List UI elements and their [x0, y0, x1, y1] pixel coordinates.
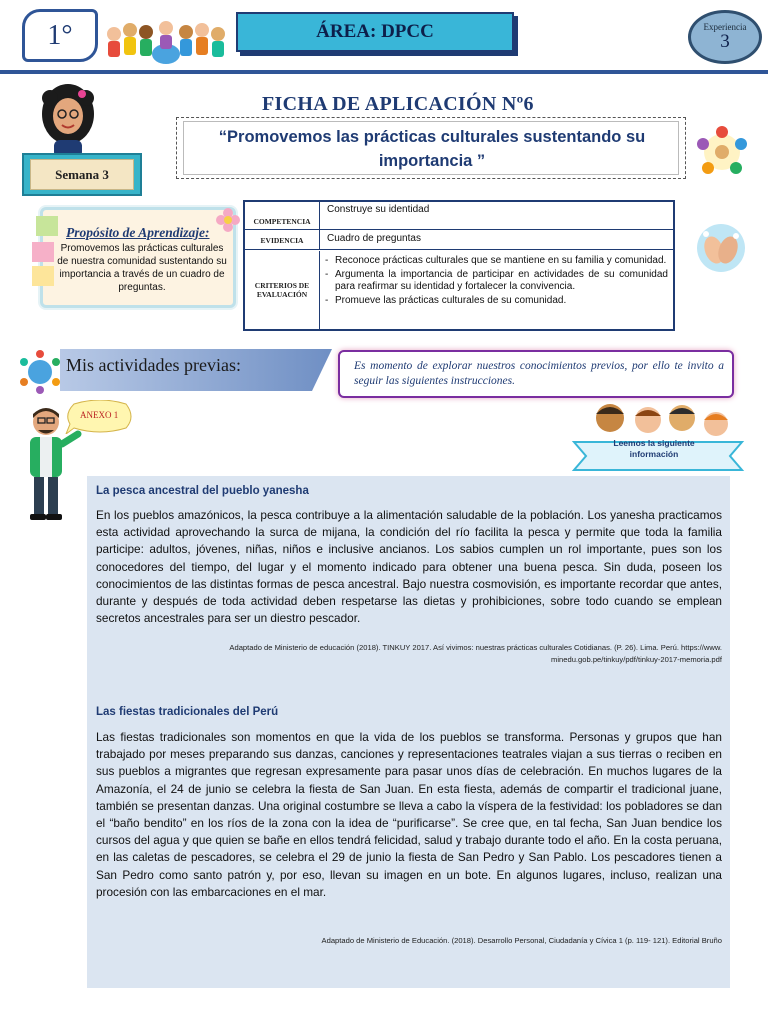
section-title: La pesca ancestral del pueblo yanesha — [96, 485, 309, 497]
area-title: ÁREA: DPCC — [316, 21, 434, 42]
table-row-evidencia — [245, 230, 673, 250]
section-citation: Adaptado de Ministerio de educación (2018). TINKUY 2017. Así vivimos: nuestras prácticas culturales Cotidianas. (P. 26). Lima. Perú. https://www. — [229, 643, 722, 652]
hands-illustration — [692, 222, 750, 274]
criteria-list — [323, 255, 668, 308]
purpose-text: Promovemos las prácticas culturales de nuestra comunidad sustentando su importancia a través de un cuadro de preguntas. — [57, 243, 227, 293]
section-paragraph: Las fiestas tradicionales son momentos en que la vida de los pueblos se transforma. Personas y grupos que han trabajado por meses preparando sus danzas, canciones y representaciones teatrales viajan a sus tierras o reciben en sus pueblos a migrantes que regresan expresamente para pasar unos días de celebración. En muchos lugares de la Amazonía, el 24 de junio se celebra la fiesta de San Juan. En esta fiesta, además de compartir el tradicional juane, también se presentan danzas. Una original costumbre se lleva a cabo la víspera de la festividad: los pobladores se dan el “baño bendito” en los ríos de la zona con la idea de “purificarse”. Se cree que, en tal fecha, San Juan bendice los cursos del agua y que quien se bañe en ellos tendrá felicidad, salud y trabajo durante todo el año. En la costa peruana, en las caletas de pescadores, se celebra el 29 de junio la fiesta de San Pedro y San Pablo. Los pescadores tienen a San Pedro como santo patrón y, por eso, llevan su imagen en un bote. En algunos lugares, incluso, realizan una procesión con las embarcaciones en el mar. — [96, 730, 722, 899]
annex-label: ANEXO 1 — [80, 410, 119, 420]
section-citation-url: minedu.gob.pe/tinkuy/pdf/tinkuy-2017-memoria.pdf — [551, 655, 722, 664]
competency-table — [243, 200, 675, 331]
table-row-competencia — [245, 202, 673, 230]
evidencia-value: Cuadro de preguntas — [327, 233, 421, 244]
table-row-criterios — [245, 251, 673, 331]
teacher-avatar-illustration — [36, 80, 100, 158]
reading-children-illustration — [570, 398, 746, 472]
competencia-value: Construye su identidad — [327, 204, 430, 215]
header-divider — [0, 70, 768, 74]
instructions-box — [338, 350, 734, 398]
slogan-box — [176, 117, 686, 179]
grade-label: 1° — [47, 19, 73, 51]
week-badge — [22, 153, 142, 196]
experience-label: Experiencia — [703, 22, 747, 32]
criterios-label: CRITERIOS DE EVALUACIÓN — [254, 281, 310, 299]
reading-label: Leemos la siguiente información — [613, 438, 695, 459]
kids-globe-illustration — [104, 14, 228, 64]
sticky-note-icon — [32, 242, 54, 262]
sticky-note-icon — [32, 266, 54, 286]
evidencia-label: EVIDENCIA — [260, 236, 304, 245]
week-label: Semana 3 — [55, 166, 109, 182]
worksheet-title: FICHA DE APLICACIÓN Nº6 — [262, 93, 534, 115]
experience-badge — [688, 10, 762, 64]
area-title-box — [236, 12, 514, 52]
experience-number: 3 — [720, 31, 730, 52]
criteria-item: - Promueve las prácticas culturales de su comunidad. — [323, 295, 668, 308]
children-circle-illustration — [694, 124, 750, 180]
purpose-title: Propósito de Aprendizaje: — [66, 225, 210, 240]
criteria-item: - Argumenta la importancia de participar en actividades de su comunidad para reafirmar su identidad y fortalecer la convivencia. — [323, 269, 668, 294]
instructions-text: Es momento de explorar nuestros conocimientos previos, por ello te invito a seguir las siguientes instrucciones. — [354, 360, 724, 387]
slogan-text: “Promovemos las prácticas culturales sustentando su importancia ” — [218, 128, 646, 170]
competencia-label: COMPETENCIA — [253, 217, 311, 226]
criteria-item: - Reconoce prácticas culturales que se mantiene en su familia y comunidad. — [323, 255, 668, 268]
grade-badge — [22, 9, 98, 62]
week-badge-inner — [30, 159, 134, 190]
section-citation: Adaptado de Ministerio de Educación. (2018). Desarrollo Personal, Ciudadanía y Cívica 1 (p. 119- 121). Editorial Bruño — [321, 936, 722, 945]
activities-title: Mis actividades previas: — [66, 355, 241, 375]
globe-people-icon — [14, 348, 66, 396]
section-paragraph: En los pueblos amazónicos, la pesca contribuye a la alimentación saludable de la población. Los yanesha practicamos esta actividad aprovechando la surca de mijana, la condición del río facilita la pesca y permite que toda la familia participe: adultos, jóvenes, niñas, niños e inclusive ancianos. Los sabios cumplen un rol importante, pues son los conocedores del tiempo, del lugar y el momento indicado para obtener una buena pesca. Sin duda, poseen los conocimientos de las distintas formas de pesca ancestral. Bajo nuestra cosmovisión, es importante recordar que antes, durante y después de toda actividad deben respetarse las dietas y prohibiciones, sobre todo cuando se emplean secretos ancestrales para ser un diestro pescador. — [96, 508, 722, 626]
sticky-note-icon — [36, 216, 58, 236]
section-title: Las fiestas tradicionales del Perú — [96, 706, 279, 718]
